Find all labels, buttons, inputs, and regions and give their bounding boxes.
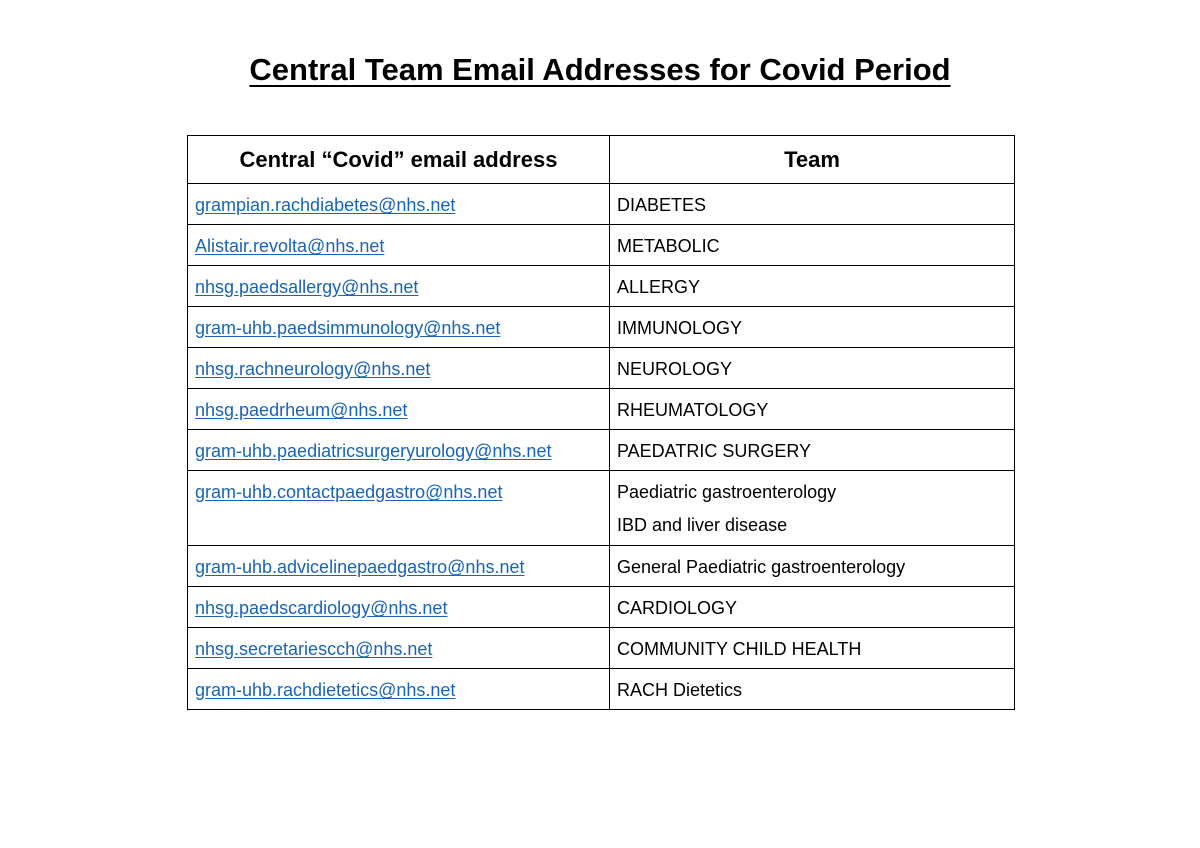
email-cell <box>188 389 610 430</box>
table-row <box>188 471 1015 546</box>
table-row <box>188 587 1015 628</box>
email-cell <box>188 587 610 628</box>
team-name: COMMUNITY CHILD HEALTH <box>617 639 862 659</box>
table-row <box>188 546 1015 587</box>
table-row <box>188 225 1015 266</box>
table-row <box>188 307 1015 348</box>
email-link[interactable]: gram-uhb.rachdietetics@nhs.net <box>195 680 456 700</box>
team-name: NEUROLOGY <box>617 359 733 379</box>
email-cell <box>188 546 610 587</box>
email-cell <box>188 348 610 389</box>
table-body <box>188 184 1015 710</box>
email-link[interactable]: nhsg.paedsallergy@nhs.net <box>195 277 419 297</box>
email-column-header: Central “Covid” email address <box>188 136 610 184</box>
table-row <box>188 430 1015 471</box>
team-name: General Paediatric gastroenterology <box>617 557 906 577</box>
team-cell <box>610 266 1015 307</box>
team-cell <box>610 587 1015 628</box>
team-cell <box>610 471 1015 546</box>
team-cell <box>610 225 1015 266</box>
email-link[interactable]: gram-uhb.contactpaedgastro@nhs.net <box>195 482 503 502</box>
table-row <box>188 266 1015 307</box>
table-row <box>188 389 1015 430</box>
email-cell <box>188 225 610 266</box>
team-name: PAEDATRIC SURGERY <box>617 441 812 461</box>
email-cell <box>188 430 610 471</box>
team-name-secondary: IBD and liver disease <box>617 515 788 535</box>
team-cell <box>610 628 1015 669</box>
team-column-header: Team <box>610 136 1015 184</box>
page-title: Central Team Email Addresses for Covid Period <box>249 52 951 87</box>
team-name: ALLERGY <box>617 277 701 297</box>
table-row <box>188 184 1015 225</box>
table-row <box>188 669 1015 710</box>
team-cell <box>610 348 1015 389</box>
team-name: RHEUMATOLOGY <box>617 400 769 420</box>
email-cell <box>188 266 610 307</box>
team-cell <box>610 184 1015 225</box>
email-link[interactable]: nhsg.secretariescch@nhs.net <box>195 639 433 659</box>
team-cell <box>610 669 1015 710</box>
team-cell <box>610 546 1015 587</box>
email-cell <box>188 307 610 348</box>
email-link[interactable]: gram-uhb.paediatricsurgeryurology@nhs.net <box>195 441 552 461</box>
email-cell <box>188 669 610 710</box>
email-table <box>187 135 1015 710</box>
team-cell <box>610 307 1015 348</box>
email-cell <box>188 471 610 546</box>
table-header-row <box>188 136 1015 184</box>
email-link[interactable]: Alistair.revolta@nhs.net <box>195 236 385 256</box>
team-name: METABOLIC <box>617 236 720 256</box>
email-link[interactable]: nhsg.rachneurology@nhs.net <box>195 359 431 379</box>
team-name: CARDIOLOGY <box>617 598 738 618</box>
email-link[interactable]: grampian.rachdiabetes@nhs.net <box>195 195 456 215</box>
email-cell <box>188 628 610 669</box>
email-cell <box>188 184 610 225</box>
team-name: Paediatric gastroenterology <box>617 482 837 502</box>
team-name: DIABETES <box>617 195 707 215</box>
email-link[interactable]: nhsg.paedrheum@nhs.net <box>195 400 408 420</box>
email-link[interactable]: gram-uhb.advicelinepaedgastro@nhs.net <box>195 557 525 577</box>
table-row <box>188 628 1015 669</box>
team-cell <box>610 430 1015 471</box>
table-row <box>188 348 1015 389</box>
team-name: IMMUNOLOGY <box>617 318 743 338</box>
team-cell <box>610 389 1015 430</box>
email-link[interactable]: nhsg.paedscardiology@nhs.net <box>195 598 448 618</box>
email-link[interactable]: gram-uhb.paedsimmunology@nhs.net <box>195 318 501 338</box>
team-name: RACH Dietetics <box>617 680 743 700</box>
